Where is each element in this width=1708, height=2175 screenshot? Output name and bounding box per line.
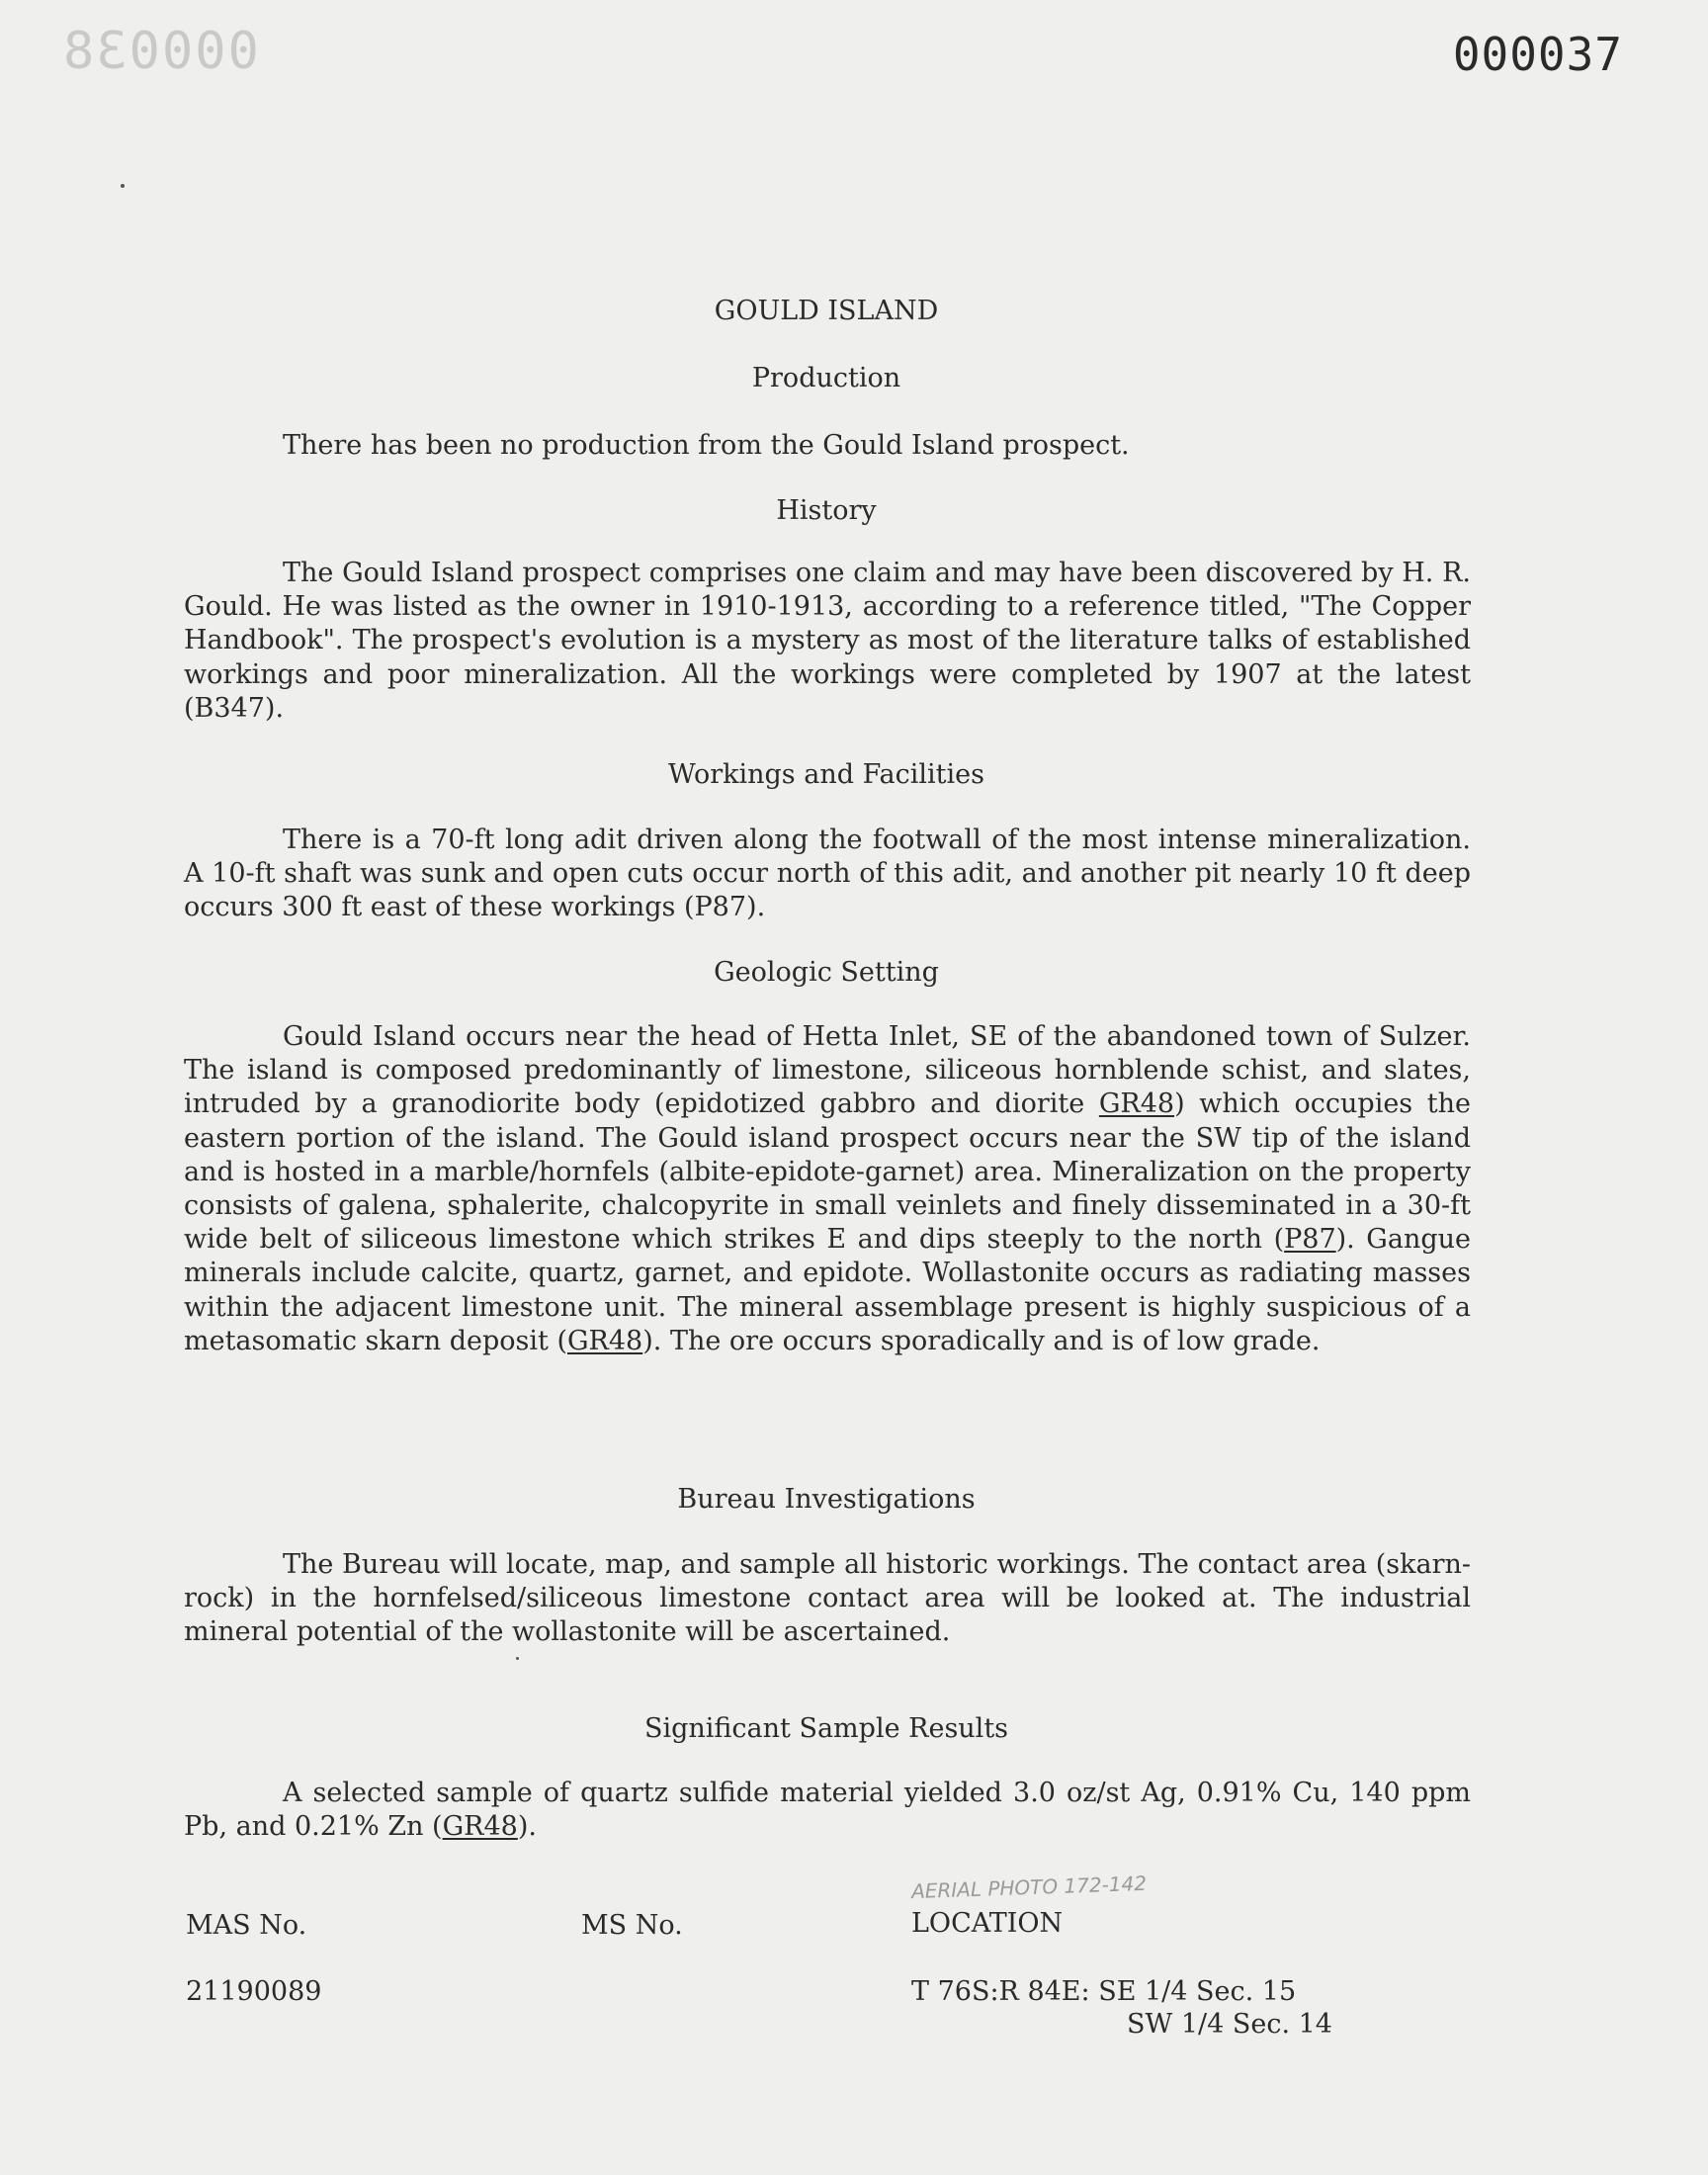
ms-number-label: MS No. [581, 1910, 683, 1941]
geologic-text-part-1: Gould Island occurs near the head of Hetta Inlet, SE of the abandoned town of Sulzer. The island is composed predominantly of limestone, siliceous hornblende schist, and slates, intruded by a granodiorite body (epidotized gabbro and diorite [184, 1021, 1471, 1120]
reference-gr48: GR48 [566, 1325, 643, 1356]
samples-heading: Significant Sample Results [643, 1713, 1009, 1744]
bleed-through-page-number: 000038 [61, 22, 259, 81]
document-title: GOULD ISLAND [714, 296, 939, 326]
geologic-heading: Geologic Setting [714, 957, 939, 988]
stray-mark [121, 184, 125, 188]
geologic-text-part-3: ). Gangue minerals include calcite, quartz, garnet, and epidote. Wollastonite occurs as radiating masses within the adjacent limestone unit. The mineral assemblage present is highly suspicious of a metasomatic skarn deposit ( [184, 1224, 1471, 1356]
page-number: 000037 [1452, 28, 1623, 81]
reference-gr48: GR48 [1098, 1088, 1175, 1120]
stray-mark [516, 1657, 519, 1660]
handwritten-note: AERIAL PHOTO 172-142 [910, 1870, 1148, 1904]
location-label: LOCATION [911, 1908, 1064, 1939]
geologic-text [184, 1020, 1471, 1358]
bureau-text: The Bureau will locate, map, and sample all historic workings. The contact area (skarn-rock) in the hornfelsed/siliceous limestone contact area will be looked at. The industrial mineral potential of the wollastonite will be ascertained. [184, 1549, 1471, 1648]
bureau-heading: Bureau Investigations [677, 1484, 976, 1515]
location-line-1: T 76S:R 84E: SE 1/4 Sec. 15 [911, 1976, 1297, 2007]
mas-number-value: 21190089 [186, 1976, 322, 2007]
mas-number-label: MAS No. [186, 1910, 307, 1941]
reference-gr48: GR48 [442, 1811, 518, 1843]
location-line-2: SW 1/4 Sec. 14 [1127, 2009, 1332, 2040]
production-heading: Production [751, 363, 901, 393]
reference-p87: P87 [1284, 1224, 1336, 1256]
workings-heading: Workings and Facilities [668, 759, 984, 790]
samples-text-part-1: A selected sample of quartz sulfide material yielded 3.0 oz/st Ag, 0.91% Cu, 140 ppm Pb, and 0.21% Zn ( [184, 1778, 1471, 1843]
history-heading: History [776, 495, 877, 526]
geologic-text-part-4: ). The ore occurs sporadically and is of low grade. [642, 1325, 1321, 1356]
workings-text: There is a 70-ft long adit driven along the footwall of the most intense mineralization. A 10-ft shaft was sunk and open cuts occur north of this adit, and another pit nearly 10 ft deep occurs 300 ft east of these workings (P87). [184, 825, 1471, 923]
history-text: The Gould Island prospect comprises one claim and may have been discovered by H. R. Gould. He was listed as the owner in 1910-1913, according to a reference titled, "The Copper Handbook". The prospect's evolution is a mystery as most of the literature talks of established workings and poor mineralization. All the workings were completed by 1907 at the latest (B347). [184, 558, 1471, 724]
samples-text [184, 1777, 1471, 1844]
geologic-text-part-2: ) which occupies the eastern portion of the island. The Gould island prospect occurs near the SW tip of the island and is hosted in a marble/hornfels (albite-epidote-garnet) area. Mineralization on the property consists of galena, sphalerite, chalcopyrite in small veinlets and finely disseminated in a 30-ft wide belt of siliceous limestone which strikes E and dips steeply to the north ( [184, 1088, 1472, 1256]
production-text: There has been no production from the Gould Island prospect. [283, 430, 1130, 461]
samples-text-part-2: ). [517, 1811, 537, 1843]
